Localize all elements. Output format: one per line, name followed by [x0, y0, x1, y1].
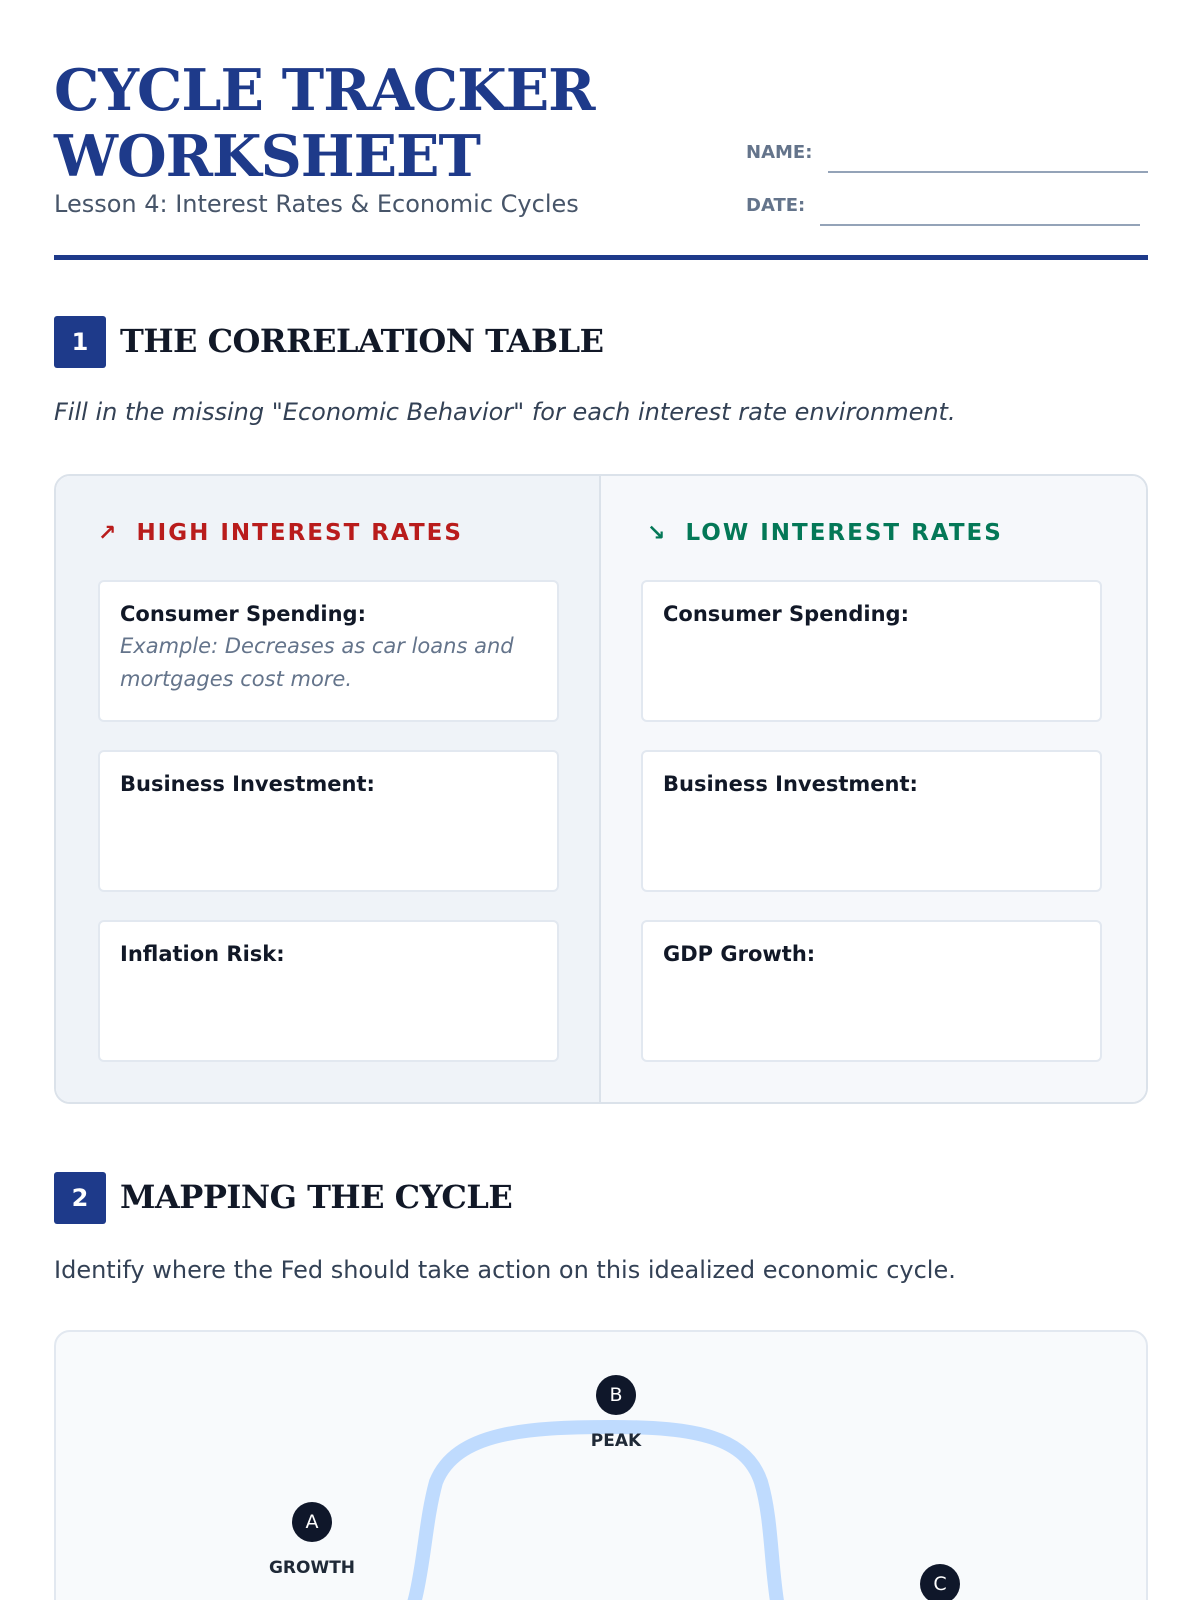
cycle-diagram — [54, 1330, 1148, 1600]
card-label: Inflation Risk: — [120, 942, 285, 966]
high-rates-heading — [98, 520, 463, 546]
cycle-curve-svg — [56, 1332, 1148, 1600]
arrow-down-right-icon: ↘ — [647, 520, 668, 546]
page-title — [54, 58, 595, 190]
card-label: GDP Growth: — [663, 942, 816, 966]
card-label: Consumer Spending: — [663, 602, 909, 626]
section-2-number: 2 — [54, 1172, 106, 1224]
section-1-number: 1 — [54, 316, 106, 368]
name-label: NAME: — [746, 142, 813, 163]
marker-a-label: GROWTH — [268, 1558, 356, 1578]
answer-card[interactable] — [98, 750, 559, 892]
high-rates-column — [56, 476, 601, 1102]
answer-card[interactable] — [641, 580, 1102, 722]
low-rates-column — [601, 476, 1146, 1102]
cycle-curve — [396, 1427, 791, 1600]
correlation-table — [54, 474, 1148, 1104]
lesson-subtitle: Lesson 4: Interest Rates & Economic Cycles — [54, 190, 579, 218]
name-field[interactable] — [828, 171, 1148, 173]
answer-card[interactable] — [98, 920, 559, 1062]
answer-card[interactable] — [641, 920, 1102, 1062]
section-2-instruction: Identify where the Fed should take action on this idealized economic cycle. — [54, 1256, 956, 1284]
card-label: Consumer Spending: — [120, 602, 366, 626]
section-2-title: MAPPING THE CYCLE — [120, 1178, 513, 1216]
header-divider — [54, 255, 1148, 260]
card-label: Business Investment: — [120, 772, 375, 796]
section-1-instruction: Fill in the missing "Economic Behavior" for each interest rate environment. — [54, 398, 956, 426]
arrow-up-right-icon: ↗ — [98, 520, 119, 546]
marker-a[interactable]: A — [292, 1502, 332, 1542]
marker-b-label: PEAK — [590, 1431, 642, 1451]
title-line-2: WORKSHEET — [54, 123, 480, 190]
marker-b[interactable]: B — [596, 1375, 636, 1415]
date-field[interactable] — [820, 224, 1140, 226]
date-label: DATE: — [746, 195, 806, 216]
title-line-1: CYCLE TRACKER — [54, 57, 595, 124]
card-label: Business Investment: — [663, 772, 918, 796]
answer-card[interactable] — [98, 580, 559, 722]
low-rates-heading — [647, 520, 1003, 546]
card-example: Example: Decreases as car loans and mortgages cost more. — [120, 634, 514, 691]
answer-card[interactable] — [641, 750, 1102, 892]
high-rates-heading-text: HIGH INTEREST RATES — [136, 520, 463, 546]
section-1-title: THE CORRELATION TABLE — [120, 322, 604, 360]
marker-c[interactable]: C — [920, 1564, 960, 1600]
low-rates-heading-text: LOW INTEREST RATES — [685, 520, 1003, 546]
